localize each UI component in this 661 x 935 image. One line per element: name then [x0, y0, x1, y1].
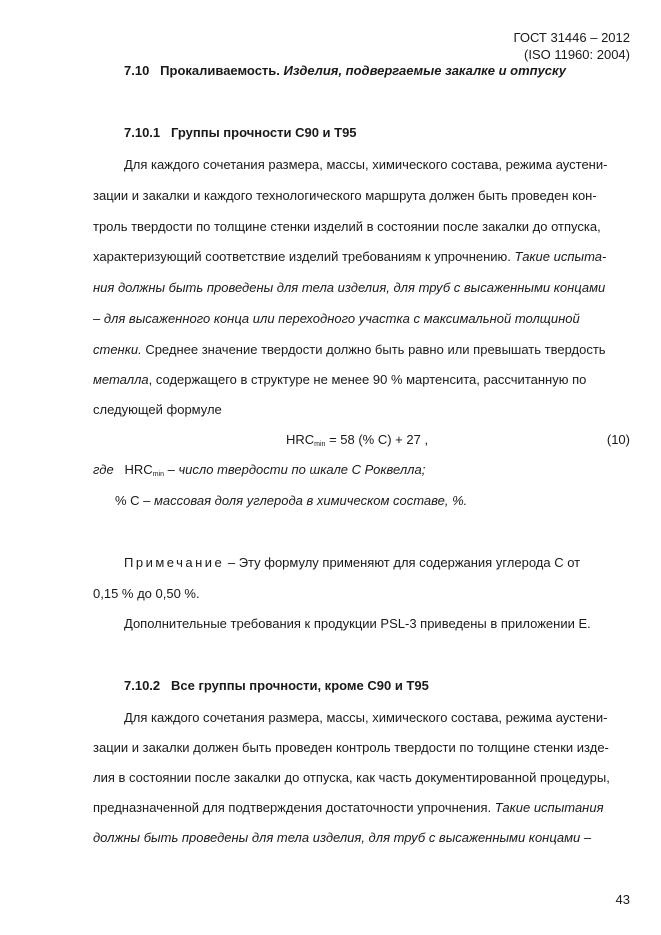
formula: [286, 432, 428, 448]
paragraph-line: ния должны быть проведены для тела изделия, для труб с высаженными концами: [93, 280, 606, 295]
paragraph-line: лия в состоянии после закалки до отпуска, как часть документированной процедуры,: [93, 770, 610, 785]
paragraph-line: Для каждого сочетания размера, массы, химического состава, режима аустени-: [124, 710, 608, 725]
paragraph-line: [93, 249, 606, 264]
symbol-description: массовая доля углерода в химическом составе, %.: [150, 493, 468, 508]
symbol-description: – число твердости по шкале С Роквелла;: [163, 462, 426, 477]
symbol: % С –: [115, 493, 151, 508]
section-title-italic: Изделия, подвергаемые закалке и отпуску: [279, 63, 567, 78]
section-number: 7.10.2: [124, 678, 161, 693]
paragraph-line: должны быть проведены для тела изделия, для труб с высаженными концами –: [93, 830, 592, 845]
paragraph-line: зации и закалки и каждого технологического маршрута должен быть проведен кон-: [93, 188, 597, 203]
text-italic: Такие испыта-: [510, 249, 607, 264]
text-italic: Такие испытания: [491, 800, 604, 815]
paragraph-line: [93, 372, 586, 387]
section-title: Прокаливаемость.: [160, 63, 280, 78]
text-italic: стенки.: [93, 342, 142, 357]
text-italic: металла: [93, 372, 149, 387]
formula-lhs: HRC: [286, 432, 315, 447]
where-word: где: [93, 462, 114, 477]
text-normal: Среднее значение твердости должно быть равно или превышать твердость: [141, 342, 606, 357]
paragraph-line: – для высаженного конца или переходного участка с максимальной толщиной: [93, 311, 580, 326]
paragraph-line: троль твердости по толщине стенки изделий в состоянии после закалки до отпуска,: [93, 219, 601, 234]
section-7-10-2-heading: [124, 678, 429, 693]
section-title: Группы прочности С90 и Т95: [171, 125, 357, 140]
paragraph-line: [93, 800, 604, 815]
symbol-subscript: min: [152, 471, 164, 478]
paragraph-line: [93, 342, 606, 357]
section-7-10-1-heading: [124, 125, 357, 140]
section-number: 7.10.1: [124, 125, 161, 140]
formula-rhs: = 58 (% C) + 27 ,: [325, 432, 429, 447]
text-normal: , содержащего в структуре не менее 90 % мартенсита, рассчитанную по: [148, 372, 587, 387]
psl3-paragraph: Дополнительные требования к продукции PSL-3 приведены в приложении Е.: [124, 616, 591, 631]
section-7-10-heading: [124, 63, 566, 78]
formula-lhs-subscript: min: [314, 441, 326, 448]
note-label: Примечание: [124, 555, 225, 570]
formula-number: (10): [606, 432, 630, 447]
page-number: 43: [615, 892, 630, 907]
section-title: Все группы прочности, кроме С90 и Т95: [171, 678, 429, 693]
formula-legend-line: [115, 493, 467, 508]
section-number: 7.10: [124, 63, 150, 78]
text-normal: характеризующий соответствие изделий требованиям к упрочнению.: [93, 249, 511, 264]
formula-legend-line: [93, 462, 425, 478]
note-line: [124, 555, 580, 570]
symbol: HRC: [124, 462, 153, 477]
iso-reference: (ISO 11960: 2004): [524, 47, 630, 62]
note-line: 0,15 % до 0,50 %.: [93, 586, 200, 601]
paragraph-line: Для каждого сочетания размера, массы, химического состава, режима аустени-: [124, 157, 608, 172]
text-normal: предназначенной для подтверждения достаточности упрочнения.: [93, 800, 492, 815]
note-text: – Эту формулу применяют для содержания углерода С от: [224, 555, 581, 570]
standard-number: ГОСТ 31446 – 2012: [513, 30, 630, 45]
paragraph-line: зации и закалки должен быть проведен контроль твердости по толщине стенки изде-: [93, 740, 609, 755]
paragraph-line: следующей формуле: [93, 402, 222, 417]
